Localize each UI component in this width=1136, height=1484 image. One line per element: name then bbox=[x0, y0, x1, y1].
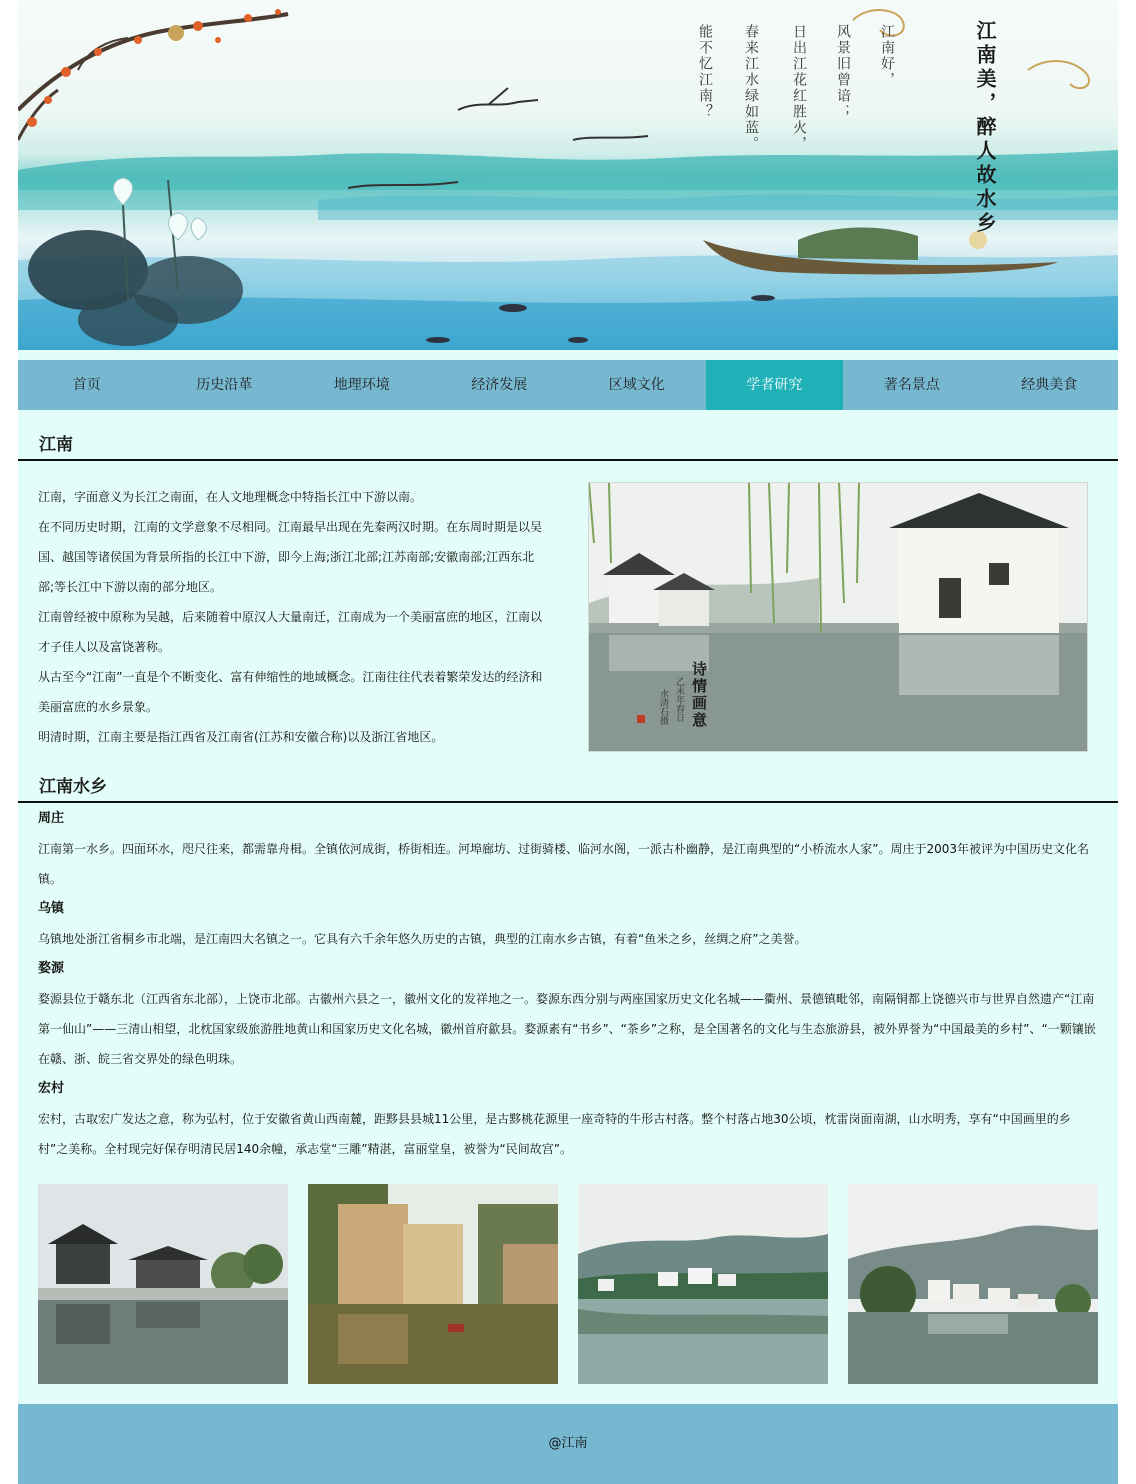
town-name-hongcun: 宏村 bbox=[38, 1081, 65, 1096]
section-divider bbox=[18, 459, 1118, 461]
section-title-water-towns: 江南水乡 bbox=[39, 777, 107, 797]
footer bbox=[18, 1404, 1118, 1484]
header-banner bbox=[18, 0, 1118, 350]
water-town-photo bbox=[588, 482, 1088, 752]
banner-poem-line-3: 日出江花红胜火， bbox=[791, 24, 807, 152]
nav-item-geography[interactable]: 地理环境 bbox=[333, 377, 390, 393]
nav-item-culture[interactable]: 区域文化 bbox=[608, 377, 665, 393]
banner-poem-line-4: 春来江水绿如蓝。 bbox=[743, 24, 759, 152]
nav-item-history[interactable]: 历史沿革 bbox=[196, 377, 253, 393]
intro-paragraph: 江南，字面意义为长江之南面，在人文地理概念中特指长江中下游以南。 bbox=[38, 490, 423, 504]
nav-item-food[interactable]: 经典美食 bbox=[1021, 377, 1078, 393]
banner-poem-line-5: 能不忆江南？ bbox=[697, 24, 713, 120]
town-description: 江南第一水乡。四面环水，咫尺往来，都需靠舟楫。全镇依河成街，桥街相连。河埠廊坊、过街骑楼、临河水阁，一派古朴幽静，是江南典型的“小桥流水人家”。周庄于2003年被评为中国历史文化名镇。 bbox=[38, 842, 1089, 886]
nav-item-home[interactable]: 首页 bbox=[72, 377, 101, 393]
page bbox=[18, 0, 1118, 1484]
banner-poem-line-1: 江南好， bbox=[879, 24, 895, 88]
nav-item-economy[interactable]: 经济发展 bbox=[471, 377, 528, 393]
nav-item-research[interactable]: 学者研究 bbox=[706, 360, 844, 410]
intro-paragraph: 从古至今“江南”一直是个不断变化、富有伸缩性的地域概念。江南往往代表着繁荣发达的经济和美丽富庶的水乡景象。 bbox=[38, 670, 543, 714]
town-name-zhouzhuang: 周庄 bbox=[38, 811, 65, 826]
gallery-photo-wuzhen[interactable] bbox=[308, 1184, 558, 1384]
intro-paragraph: 江南曾经被中原称为吴越，后来随着中原汉人大量南迁，江南成为一个美丽富庶的地区，江南以才子佳人以及富饶著称。 bbox=[38, 610, 543, 654]
main-nav bbox=[18, 360, 1118, 410]
gallery-photo-zhouzhuang[interactable] bbox=[38, 1184, 288, 1384]
town-name-wuyuan: 婺源 bbox=[38, 961, 65, 976]
footer-copyright: @江南 bbox=[548, 1436, 588, 1451]
gallery-photo-hongcun[interactable] bbox=[848, 1184, 1098, 1384]
town-description: 宏村，古取宏广发达之意，称为弘村，位于安徽省黄山西南麓，距黟县县城11公里，是古黟桃花源里一座奇特的牛形古村落。整个村落占地30公顷，枕雷岗面南湖，山水明秀，享有“中国画里的乡村”之美称。全村现完好保存明清民居140余幢，承志堂“三雕”精湛，富丽堂皇，被誉为“民间故宫”。 bbox=[38, 1112, 1071, 1156]
section-title-jiangnan: 江南 bbox=[39, 435, 73, 455]
photo-inscription-date: 乙未年春日 bbox=[674, 677, 684, 722]
gallery-photo-wuyuan[interactable] bbox=[578, 1184, 828, 1384]
photo-calligraphy: 诗情画意 bbox=[690, 661, 708, 729]
town-description: 乌镇地处浙江省桐乡市北端，是江南四大名镇之一。它具有六千余年悠久历史的古镇，典型的江南水乡古镇，有着“鱼米之乡，丝绸之府”之美誉。 bbox=[38, 932, 807, 946]
nav-item-attractions[interactable]: 著名景点 bbox=[883, 377, 940, 393]
intro-paragraph: 在不同历史时期，江南的文学意象不尽相同。江南最早出现在先秦两汉时期。在东周时期是以吴国、越国等诸侯国为背景所指的长江中下游，即今上海;浙江北部;江苏南部;安徽南部;江西东北部;等长江中下游以南的部分地区。 bbox=[38, 520, 543, 594]
banner-title: 江南美，醉人故水乡 bbox=[973, 20, 997, 236]
town-description: 婺源县位于赣东北（江西省东北部），上饶市北部。古徽州六县之一，徽州文化的发祥地之一。婺源东西分别与两座国家历史文化名城——衢州、景德镇毗邻，南隔铜都上饶德兴市与世界自然遗产“江南第一仙山”——三清山相望，北枕国家级旅游胜地黄山和国家历史文化名城，徽州首府歙县。婺源素有“书乡”、“茶乡”之称，是全国著名的文化与生态旅游县，被外界誉为“中国最美的乡村”、“一颗镶嵌在赣、浙、皖三省交界处的绿色明珠。 bbox=[38, 992, 1096, 1066]
water-towns-list bbox=[38, 804, 1100, 1164]
intro-text bbox=[38, 482, 548, 752]
photo-inscription-author: 水清石摄 bbox=[658, 689, 668, 725]
intro-paragraph: 明清时期，江南主要是指江西省及江南省(江苏和安徽合称)以及浙江省地区。 bbox=[38, 730, 444, 744]
town-name-wuzhen: 乌镇 bbox=[38, 901, 65, 916]
section-divider bbox=[18, 801, 1118, 803]
photo-gallery bbox=[38, 1184, 1098, 1384]
banner-landscape bbox=[18, 0, 1118, 350]
banner-poem-line-2: 风景旧曾谙； bbox=[835, 24, 851, 120]
